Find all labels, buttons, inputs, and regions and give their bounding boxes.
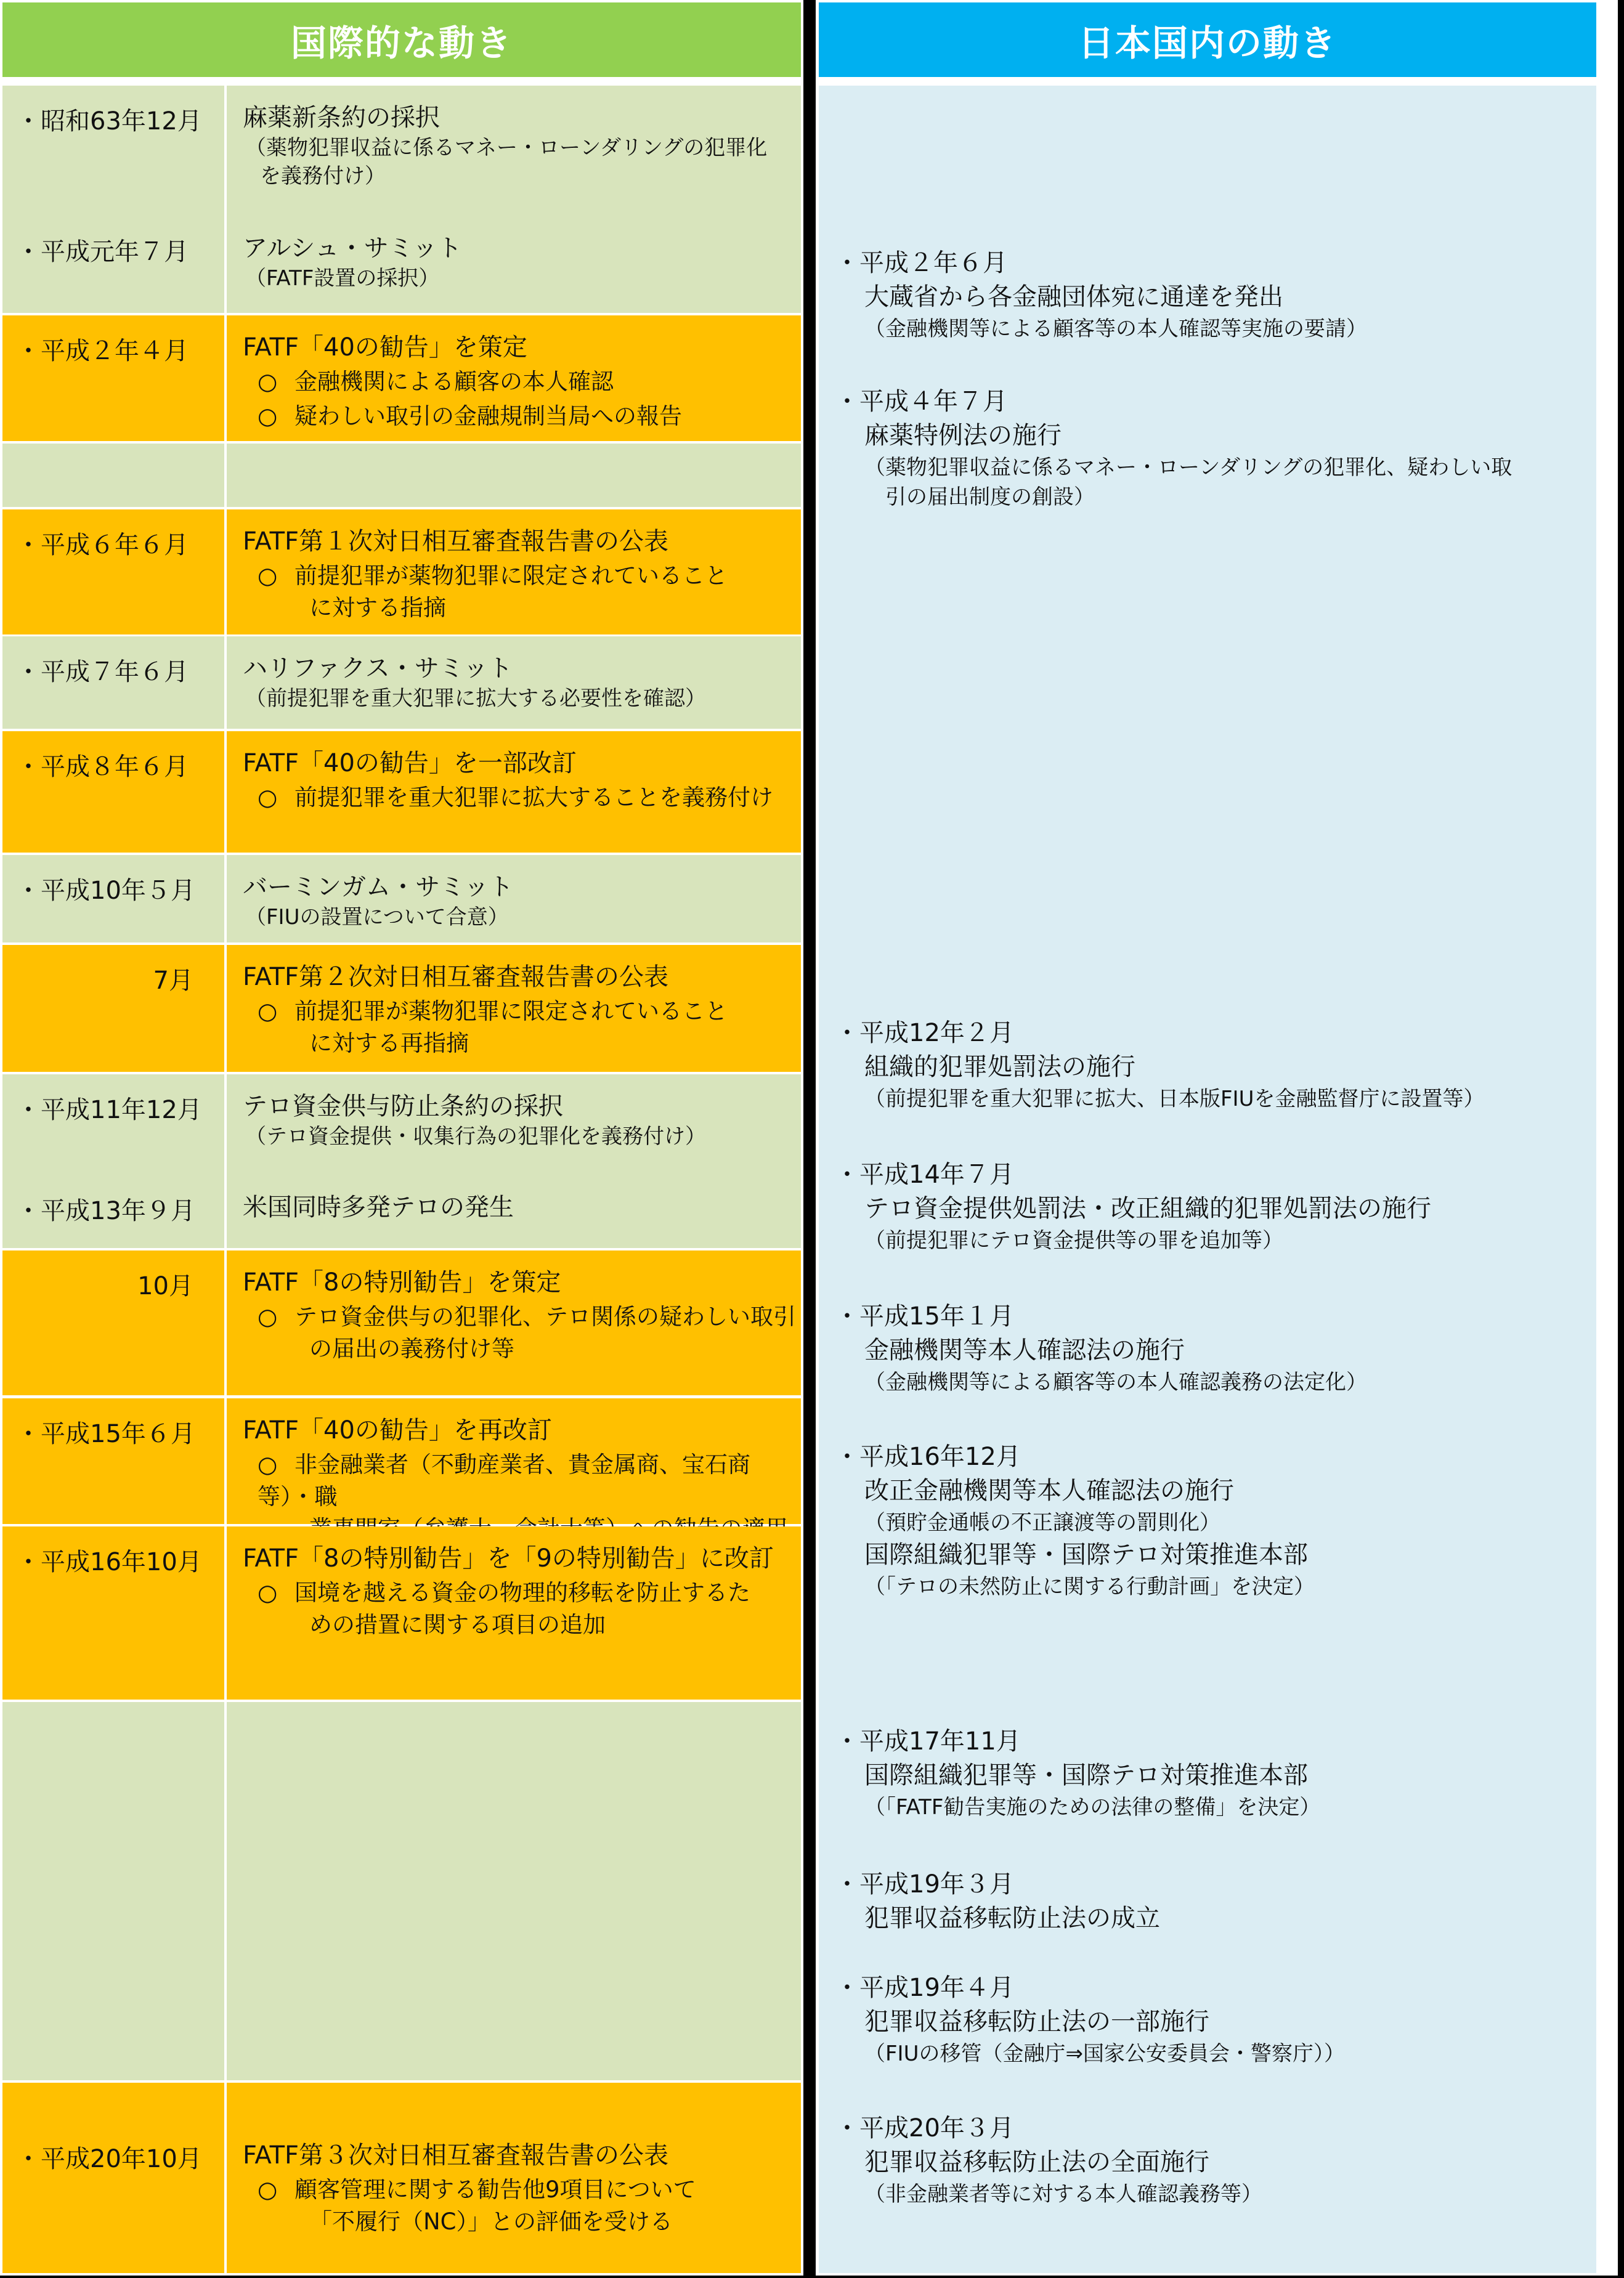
event-date: ・平成元年７月 (16, 238, 189, 266)
bullet-text: めの措置に関する項目の追加 (309, 1611, 606, 1638)
japan-event (835, 1868, 1160, 1935)
date-cell (2, 2083, 224, 2273)
event-note: （「テロの未然防止に関する行動計画」を決定） (864, 1575, 1315, 1599)
bullet-text: 非金融業者（不動産業者、貴金属商、宝石商等）・職 (258, 1451, 750, 1510)
event-title: ハリファクス・サミット (243, 654, 513, 683)
timeline-row (2, 945, 801, 1072)
event-cell (227, 2083, 801, 2273)
event-note: （前提犯罪を重大犯罪に拡大、日本版FIUを金融監督庁に設置等） (864, 1087, 1485, 1111)
event-title: 組織的犯罪処罰法の施行 (864, 1053, 1135, 1081)
japan-timeline (819, 86, 1596, 2273)
international-panel (0, 0, 803, 2276)
japan-event (835, 1725, 1320, 1822)
japan-header-title: 日本国内の動き (1078, 22, 1337, 64)
bullet-text: 前提犯罪が薬物犯罪に限定されていること (294, 998, 728, 1024)
circle-bullet-icon: ○ (258, 998, 278, 1024)
event-title: 国際組織犯罪等・国際テロ対策推進本部 (864, 1761, 1308, 1790)
bullet-text: 顧客管理に関する勧告他9項目について (294, 2176, 696, 2203)
event-date: ・平成２年４月 (16, 337, 189, 365)
event-cell (227, 1526, 801, 1700)
date-cell (2, 855, 224, 942)
japan-panel (816, 0, 1618, 2276)
event-title: FATF「40の勧告」を一部改訂 (243, 749, 577, 777)
event-note: （FIUの設置について合意） (245, 905, 509, 930)
event-date: ・平成８年６月 (16, 753, 189, 781)
international-header (2, 2, 801, 77)
event-title: FATF「8の特別勧告」を策定 (243, 1268, 561, 1297)
event-date: ・平成14年７月 (835, 1161, 1014, 1189)
event-title: テロ資金提供処罰法・改正組織的犯罪処罰法の施行 (864, 1194, 1431, 1223)
event-date: ・平成10年５月 (16, 877, 195, 905)
event-title: 犯罪収益移転防止法の成立 (864, 1904, 1160, 1932)
event-title: FATF「40の勧告」を策定 (243, 333, 527, 362)
timeline-row (2, 1250, 801, 1395)
event-note: を義務付け） (260, 164, 386, 188)
bullet-text: テロ資金供与の犯罪化、テロ関係の疑わしい取引 (294, 1303, 796, 1330)
event-title: アルシュ・サミット (243, 234, 462, 262)
event-title: FATF第１次対日相互審査報告書の公表 (243, 527, 669, 556)
date-cell (2, 315, 224, 441)
event-date: 10月 (137, 1272, 193, 1300)
timeline-row (2, 731, 801, 853)
circle-bullet-icon: ○ (258, 1451, 278, 1478)
event-cell (227, 86, 801, 313)
bullet-text: 「不履行（NC）」との評価を受ける (309, 2208, 673, 2235)
circle-bullet-icon: ○ (258, 562, 278, 589)
event-title: FATF第３次対日相互審査報告書の公表 (243, 2141, 669, 2170)
event-title: 金融機関等本人確認法の施行 (864, 1336, 1185, 1364)
timeline-row (2, 444, 801, 507)
event-title: 麻薬新条約の採択 (243, 103, 440, 132)
event-date: ・平成11年12月 (16, 1096, 202, 1124)
event-note: （前提犯罪を重大犯罪に拡大する必要性を確認） (245, 686, 706, 711)
japan-event (835, 1440, 1315, 1602)
international-header-title: 国際的な動き (290, 22, 513, 64)
event-cell (227, 1702, 801, 2080)
bullet-item (243, 2174, 801, 2238)
event-note: （預貯金通帳の不正譲渡等の罰則化） (864, 1510, 1220, 1535)
event-date: ・平成12年２月 (835, 1019, 1014, 1047)
event-block (243, 102, 767, 190)
event-note: （金融機関等による顧客等の本人確認等実施の要請） (864, 317, 1367, 341)
timeline-row (2, 1398, 801, 1524)
japan-event (835, 1158, 1431, 1255)
bullet-item (243, 995, 801, 1060)
event-cell (227, 1074, 801, 1248)
timeline-row (2, 509, 801, 634)
timeline-row (2, 1702, 801, 2080)
bullet-item (243, 1577, 801, 1641)
event-note: （テロ資金提供・収集行為の犯罪化を義務付け） (245, 1124, 706, 1149)
event-date: 7月 (153, 967, 193, 995)
date-cell (2, 1702, 224, 2080)
event-date: ・平成16年12月 (835, 1443, 1021, 1471)
event-date: ・平成15年６月 (16, 1420, 195, 1448)
bullet-item (243, 782, 801, 814)
event-date: ・平成20年10月 (16, 2145, 202, 2173)
event-title: バーミンガム・サミット (243, 873, 514, 901)
date-cell (2, 1250, 224, 1395)
date-cell (2, 1074, 224, 1248)
bullet-text: 金融機関による顧客の本人確認 (294, 368, 614, 395)
date-cell (2, 444, 224, 507)
event-title: 犯罪収益移転防止法の全面施行 (864, 2148, 1209, 2176)
event-date: ・平成４年７月 (835, 387, 1007, 416)
japan-event (835, 385, 1512, 512)
event-title: 犯罪収益移転防止法の一部施行 (864, 2008, 1209, 2036)
japan-event (835, 2112, 1262, 2209)
bullet-text: に対する指摘 (309, 594, 446, 621)
circle-bullet-icon: ○ (258, 1579, 278, 1606)
event-note: 引の届出制度の創設） (864, 485, 1095, 509)
bullet-item (243, 400, 801, 432)
event-date: ・昭和63年12月 (16, 107, 202, 136)
event-date: ・平成20年３月 (835, 2114, 1014, 2142)
event-note: （「FATF勧告実施のための法律の整備」を決定） (864, 1795, 1321, 1820)
date-cell (2, 509, 224, 634)
bullet-text: 疑わしい取引の金融規制当局への報告 (294, 403, 682, 429)
event-date: ・平成17年11月 (835, 1727, 1021, 1756)
event-date: ・平成２年６月 (835, 249, 1007, 277)
timeline-row (2, 315, 801, 441)
circle-bullet-icon: ○ (258, 368, 278, 395)
date-cell (2, 86, 224, 313)
bullet-text: 前提犯罪を重大犯罪に拡大することを義務付け (294, 784, 773, 811)
event-cell (227, 444, 801, 507)
event-note: （薬物犯罪収益に係るマネー・ローンダリングの犯罪化 (245, 136, 768, 160)
event-cell (227, 1250, 801, 1395)
bullet-item (243, 366, 801, 398)
event-note: （薬物犯罪収益に係るマネー・ローンダリングの犯罪化、疑わしい取 (864, 455, 1512, 480)
date-cell (2, 1398, 224, 1524)
event-date: ・平成19年４月 (835, 1974, 1014, 2002)
circle-bullet-icon: ○ (258, 784, 278, 811)
japan-header (819, 2, 1596, 77)
event-note: （FIUの移管（金融庁⇒国家公安委員会・警察庁）） (864, 2041, 1345, 2066)
circle-bullet-icon: ○ (258, 2176, 278, 2203)
event-title: 大蔵省から各金融団体宛に通達を発出 (864, 283, 1283, 311)
event-title: 麻薬特例法の施行 (864, 421, 1062, 450)
japan-event (835, 1300, 1367, 1397)
event-cell (227, 945, 801, 1072)
bullet-text: の届出の義務付け等 (309, 1336, 514, 1362)
japan-event (835, 1971, 1345, 2069)
bullet-item (243, 560, 801, 624)
date-cell (2, 636, 224, 729)
bullet-text: に対する再指摘 (309, 1030, 469, 1056)
circle-bullet-icon: ○ (258, 403, 278, 429)
event-title: テロ資金供与防止条約の採択 (243, 1092, 563, 1121)
event-cell (227, 855, 801, 942)
timeline-row (2, 1526, 801, 1700)
event-note: （前提犯罪にテロ資金提供等の罪を追加等） (864, 1228, 1283, 1253)
timeline-row (2, 86, 801, 313)
event-cell (227, 315, 801, 441)
bullet-text: 国境を越える資金の物理的移転を防止するた (294, 1579, 750, 1606)
timeline-row (2, 855, 801, 942)
event-title: FATF「8の特別勧告」を「9の特別勧告」に改訂 (243, 1544, 774, 1573)
event-note: （非金融業者等に対する本人確認義務等） (864, 2182, 1262, 2207)
japan-event (835, 1016, 1484, 1114)
event-cell (227, 1398, 801, 1524)
date-cell (2, 731, 224, 853)
event-block (243, 1191, 514, 1223)
date-cell (2, 945, 224, 1072)
event-date: ・平成13年９月 (16, 1197, 195, 1225)
timeline-row (2, 2083, 801, 2273)
event-date: ・平成７年６月 (16, 658, 189, 686)
japan-event (835, 246, 1367, 344)
event-date: ・平成16年10月 (16, 1548, 202, 1576)
event-title: 国際組織犯罪等・国際テロ対策推進本部 (864, 1541, 1308, 1569)
event-title: FATF「40の勧告」を再改訂 (243, 1416, 552, 1445)
event-date: ・平成６年６月 (16, 531, 189, 559)
event-note: （FATF設置の採択） (245, 266, 440, 291)
event-title: FATF第２次対日相互審査報告書の公表 (243, 963, 669, 991)
event-title: 米国同時多発テロの発生 (243, 1193, 514, 1222)
event-block (243, 1090, 706, 1151)
timeline-row (2, 636, 801, 729)
event-date: ・平成19年３月 (835, 1870, 1014, 1899)
bullet-text: 前提犯罪が薬物犯罪に限定されていること (294, 562, 728, 589)
circle-bullet-icon: ○ (258, 1303, 278, 1330)
event-note: （金融機関等による顧客等の本人確認義務の法定化） (864, 1370, 1367, 1395)
event-block (243, 232, 462, 293)
timeline-row (2, 1074, 801, 1248)
event-cell (227, 509, 801, 634)
event-cell (227, 731, 801, 853)
event-date: ・平成15年１月 (835, 1302, 1014, 1331)
event-cell (227, 636, 801, 729)
date-cell (2, 1526, 224, 1700)
bullet-item (243, 1301, 801, 1365)
event-title: 改正金融機関等本人確認法の施行 (864, 1477, 1234, 1505)
